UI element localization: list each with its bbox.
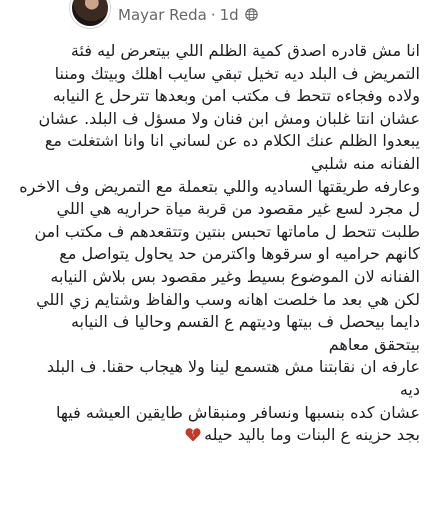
post-header [0,0,442,32]
post-line: دايما بيحصل ف بيتها وديتهم ع القسم وحاليا ف النيابه [70,312,420,332]
post-line: بيتحقق معاهم [328,334,420,354]
post-line: ولاده وفجاءه تتحط ف مكتب امن وبعدها تترحل ع النيابه [52,86,420,106]
post-line: كانهم حراميه او سرقوها واكترمن حد يحاول يتواصل مع [59,244,420,264]
post-text [14,40,420,447]
post-line: ل مجرد لسع غير مقصود من قربة مياة حراريه هي اللي [56,199,420,219]
author-name[interactable]: Mayar Reda [118,6,207,24]
post-line: التمريض ف البلد ديه تخيل تبقي سايب اهلك وبيتك ومننا [54,63,420,83]
post-last-line [14,424,420,447]
meta-separator: · [210,6,216,24]
post-line: طلبت تتحط ل ماماتها تحبس بنتين وتتقعدهم ف مكتب امن [34,221,420,241]
post-time[interactable]: 1d [219,6,239,24]
post-meta [118,6,258,24]
post-line-text: بجد حزينه ع البنات وما باليد حيله [204,425,420,445]
globe-icon [245,8,258,21]
post-line: عارفه ان نقابتنا مش هتسمع لينا ولا هيجاب حقنا. ف البلد [46,357,420,377]
broken-heart-icon [185,427,201,442]
post-line: الفنانه لان الموضوع بسيط وغير مقصود بس بلاش النيابه [50,266,420,286]
post-line: عشان انتا غلبان ومش ابن فنان ولا مسؤل ف البلد. عشان [38,108,420,128]
post-line: لكن هي بعد ما خلصت اهانه وسب والفاظ وشتايم زي اللي [36,289,420,309]
post-line: وعارفه طريقتها الساديه واللي بتعملة مع التمريض وف الاخره [19,176,420,196]
post-line: انا مش قادره اصدق كمية الظلم اللي بيتعرض ليه فئة [70,41,420,60]
post-line: الفنانه منه شلبي [310,153,420,173]
post-line: يبعدوا الظلم عنك الكلام ده عن لساني انا وانا اشتغلت مع [44,131,420,151]
post-line: عشان كده بنسبها ونسافر ومنبقاش طايقين العيشه فيها [56,402,420,422]
post-line: ديه [399,379,420,399]
author-avatar[interactable] [70,0,110,28]
